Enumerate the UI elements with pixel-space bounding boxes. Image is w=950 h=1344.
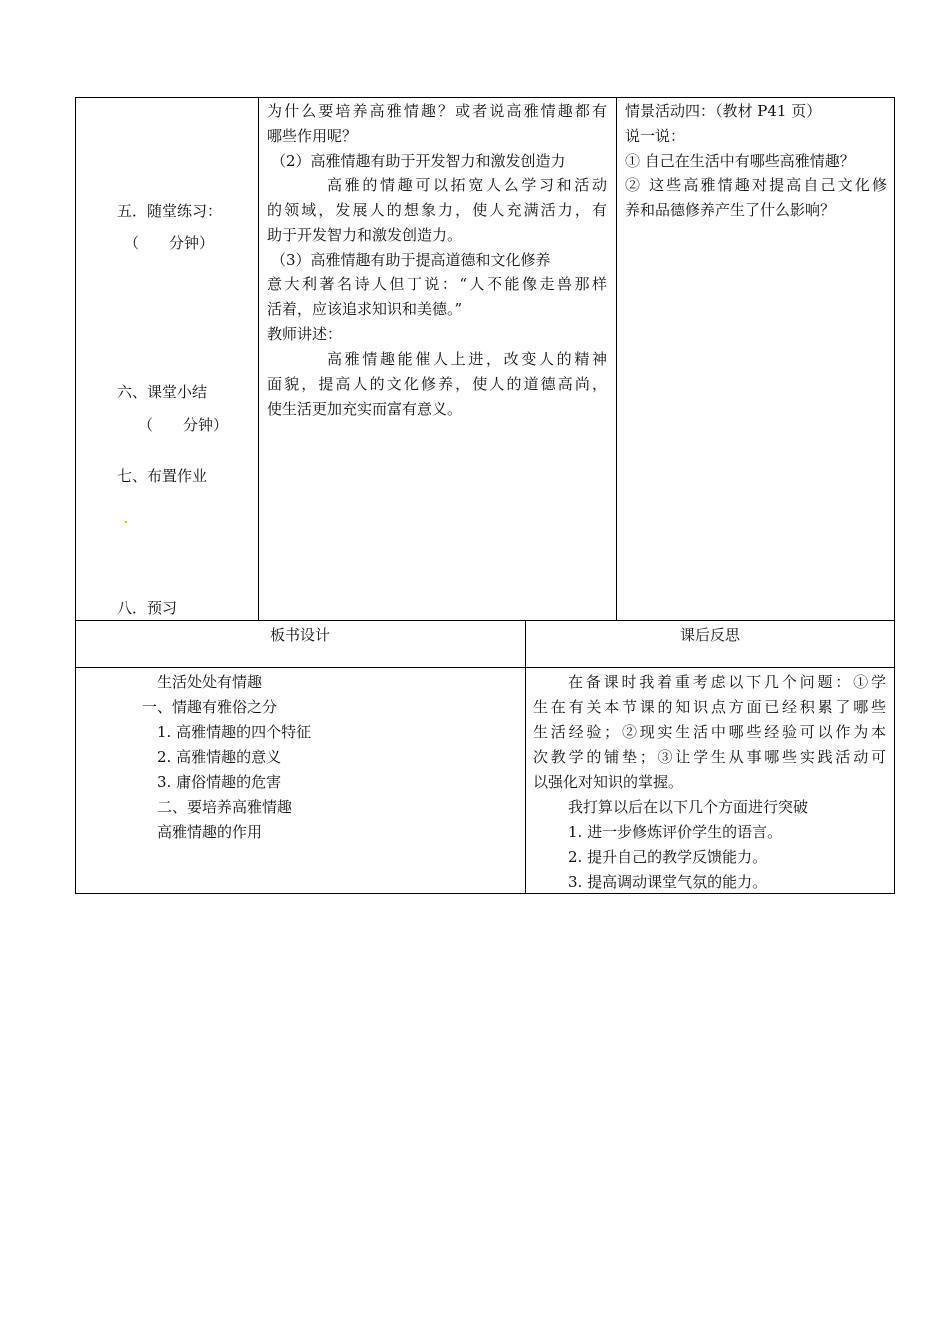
reflection-line-4: 次教学的铺垫；③让学生从事哪些实践活动可 (533, 748, 886, 766)
column-divider-right (616, 97, 617, 620)
middle-line-11: 高雅情趣能催人上进，改变人的精神 (327, 350, 607, 368)
right-line-5: 养和品德修养产生了什么影响？ (625, 201, 836, 219)
board-line-5: 3. 庸俗情趣的危害 (157, 773, 282, 791)
middle-line-10: 教师讲述： (267, 325, 343, 343)
reflection-line-7: 1. 进一步修炼评价学生的语言。 (568, 823, 783, 841)
middle-line-8: 意大利著名诗人但丁说：“人不能像走兽那样 (267, 275, 607, 293)
column-divider-bottom (525, 620, 526, 894)
section-8-heading: 八．预习 (117, 599, 178, 617)
section-5-time: （ 分钟） (124, 234, 215, 252)
section-5-heading: 五．随堂练习： (117, 202, 223, 220)
board-line-4: 2. 高雅情趣的意义 (157, 748, 282, 766)
board-line-3: 1. 高雅情趣的四个特征 (157, 723, 312, 741)
right-line-3: ① 自己在生活中有哪些高雅情趣？ (625, 152, 855, 170)
section-6-time: （ 分钟） (138, 416, 229, 434)
reflection-line-2: 生在有关本节课的知识点方面已经积累了哪些 (533, 698, 886, 716)
middle-line-4: 高雅的情趣可以拓宽人么学习和活动 (327, 176, 607, 194)
section-7-heading: 七、布置作业 (117, 467, 208, 485)
middle-line-9: 活着，应该追求知识和美德。” (267, 300, 463, 318)
right-line-2: 说一说： (625, 127, 686, 145)
row-divider-header (75, 667, 895, 668)
board-line-6: 二、要培养高雅情趣 (157, 798, 293, 816)
reflection-header: 课后反思 (679, 626, 740, 644)
reflection-line-9: 3. 提高调动课堂气氛的能力。 (568, 873, 768, 891)
reflection-line-8: 2. 提升自己的教学反馈能力。 (568, 848, 768, 866)
board-design-header: 板书设计 (269, 626, 330, 644)
reflection-line-5: 以强化对知识的掌握。 (533, 773, 684, 791)
board-line-7: 高雅情趣的作用 (157, 823, 263, 841)
reflection-line-6: 我打算以后在以下几个方面进行突破 (568, 798, 809, 816)
middle-line-2: 哪些作用呢？ (267, 127, 358, 145)
right-line-4: ② 这些高雅情趣对提高自己文化修 (625, 176, 887, 194)
board-line-1: 生活处处有情趣 (157, 673, 263, 691)
middle-line-1: 为什么要培养高雅情趣？或者说高雅情趣都有 (267, 102, 607, 120)
reflection-line-1: 在备课时我着重考虑以下几个问题：①学 (568, 673, 886, 691)
middle-line-7: （3）高雅情趣有助于提高道德和文化修养 (271, 251, 551, 269)
row-divider-board (75, 620, 895, 621)
board-line-2: 一、情趣有雅俗之分 (142, 698, 278, 716)
column-divider-left (258, 97, 259, 620)
section-6-heading: 六、课堂小结 (117, 383, 208, 401)
middle-line-13: 使生活更加充实而富有意义。 (267, 400, 463, 418)
middle-line-5: 的领域，发展人的想象力，使人充满活力，有 (267, 201, 607, 219)
middle-line-6: 助于开发智力和激发创造力。 (267, 226, 463, 244)
middle-line-12: 面貌，提高人的文化修养，使人的道德高尚， (267, 375, 607, 393)
right-line-1: 情景活动四：（教材 P41 页） (625, 102, 822, 120)
reflection-line-3: 生活经验；②现实生活中哪些经验可以作为本 (533, 723, 886, 741)
middle-line-3: （2）高雅情趣有助于开发智力和激发创造力 (271, 152, 566, 170)
stray-mark (125, 521, 127, 523)
